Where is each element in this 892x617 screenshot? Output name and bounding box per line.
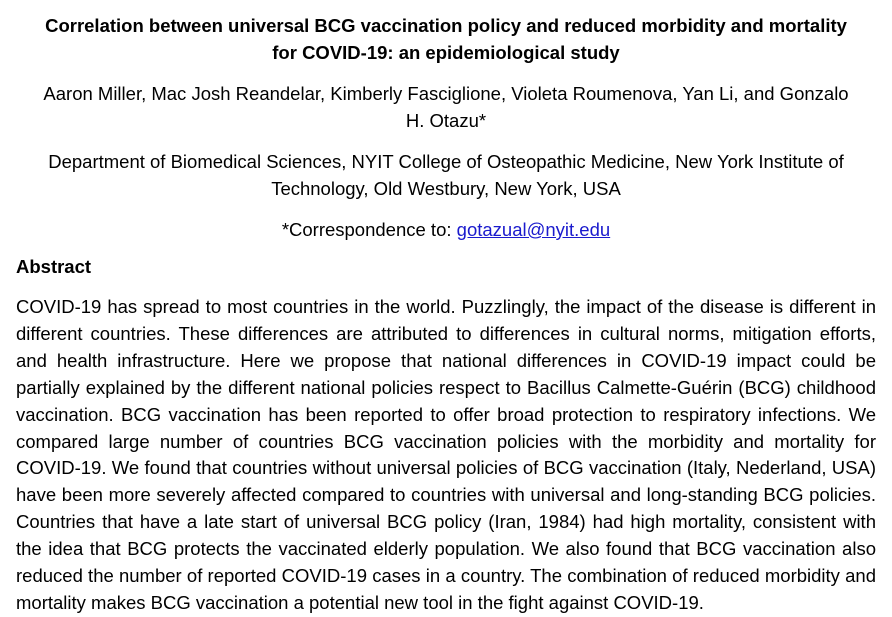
abstract-heading: Abstract [16,256,92,277]
correspondence-line [16,216,876,243]
author-list: Aaron Miller, Mac Josh Reandelar, Kimberly Fasciglione, Violeta Roumenova, Yan Li, and Gonzalo H. Otazu* [43,83,849,131]
abstract-body: COVID-19 has spread to most countries in the world. Puzzlingly, the impact of the disease is different in different countries. These differences are attributed to differences in cultural norms, mitigation efforts, and health infrastructure. Here we propose that national differences in COVID-19 impact could be partially explained by the different national policies respect to Bacillus Calmette-Guérin (BCG) childhood vaccination. BCG vaccination has been reported to offer broad protection to respiratory infections. We compared large number of countries BCG vaccination policies with the morbidity and mortality for COVID-19. We found that countries without universal policies of BCG vaccination (Italy, Nederland, USA) have been more severely affected compared to countries with universal and long-standing BCG policies. Countries that have a late start of universal BCG policy (Iran, 1984) had high mortality, consistent with the idea that BCG protects the vaccinated elderly population. We also found that BCG vaccination also reduced the number of reported COVID-19 cases in a country. The combination of reduced morbidity and mortality makes BCG vaccination a potential new tool in the fight against COVID-19. [16,296,876,613]
paper-title: Correlation between universal BCG vaccination policy and reduced morbidity and mortality for COVID-19: an epidemiological study [45,15,847,63]
affiliation: Department of Biomedical Sciences, NYIT College of Osteopathic Medicine, New York Institute of Technology, Old Westbury, New York, USA [48,151,844,199]
correspondence-label: *Correspondence to: [281,219,457,240]
correspondence-email-link[interactable]: gotazual@nyit.edu [456,219,611,240]
